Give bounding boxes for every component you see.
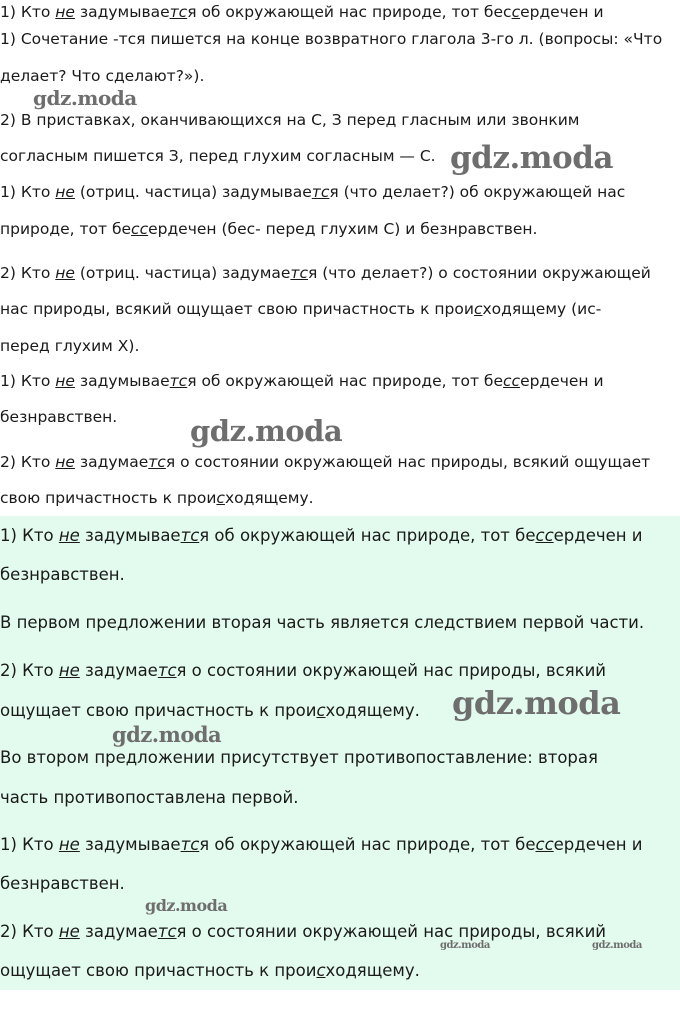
marked-spelling: не (58, 835, 80, 854)
watermark: gdz.moda (440, 940, 490, 951)
marked-spelling: тс (148, 453, 166, 471)
marked-spelling: с (511, 3, 521, 21)
marked-spelling: не (55, 264, 75, 282)
marked-spelling: не (58, 526, 80, 545)
rule-line: делает? Что сделают?»). (0, 67, 205, 85)
marked-spelling: сс (535, 835, 554, 854)
rule-line: согласным пишется З, перед глухим согласным — С. (0, 147, 436, 165)
marked-spelling: не (55, 3, 75, 21)
marked-spelling: сс (503, 372, 521, 390)
watermark: gdz.moda (592, 940, 642, 951)
text-line: свою причастность к происходящему. (0, 489, 314, 507)
marked-spelling: тс (157, 661, 177, 680)
marked-spelling: не (58, 922, 80, 941)
text-line: 2) Кто не задумается о состоянии окружающей нас природы, всякий ощущает (0, 453, 651, 471)
text-line: 2) Кто не (отриц. частица) задумается (что делает?) о состоянии окружающей (0, 264, 651, 282)
answer-line: безнравствен. (0, 874, 125, 893)
marked-spelling: тс (311, 183, 330, 201)
answer-line: ощущает свою причастность к происходящему. (0, 701, 420, 720)
answer-line: 1) Кто не задумывается об окружающей нас природе, тот бессердечен и (0, 526, 643, 545)
marked-spelling: с (316, 961, 326, 980)
text-line: природе, тот бессердечен (бес- перед глухим С) и безнравствен. (0, 220, 538, 238)
marked-spelling: не (55, 372, 75, 390)
answer-line: 1) Кто не задумывается об окружающей нас природе, тот бессердечен и (0, 835, 643, 854)
text-line-cropped: 1) Кто не задумывается об окружающей нас природе, тот бессердечен и (0, 3, 604, 21)
answer-line: 2) Кто не задумается о состоянии окружающей нас природы, всякий (0, 661, 607, 680)
marked-spelling: тс (157, 922, 177, 941)
watermark: gdz.moda (190, 414, 343, 448)
answer-line: ощущает свою причастность к происходящему. (0, 961, 420, 980)
watermark: gdz.moda (145, 896, 228, 915)
text-line: 1) Кто не (отриц. частица) задумывается (что делает?) об окружающей нас (0, 183, 626, 201)
watermark: gdz.moda (452, 684, 621, 722)
marked-spelling: не (55, 183, 75, 201)
watermark: gdz.moda (112, 722, 222, 747)
watermark: gdz.moda (33, 86, 137, 110)
text-line: перед глухим Х). (0, 337, 140, 355)
answer-line: 2) Кто не задумается о состоянии окружающей нас природы, всякий (0, 922, 607, 941)
marked-spelling: тс (180, 835, 200, 854)
marked-spelling: с (473, 300, 483, 318)
watermark: gdz.moda (450, 140, 613, 176)
marked-spelling: тс (290, 264, 308, 282)
marked-spelling: сс (535, 526, 554, 545)
marked-spelling: не (58, 661, 80, 680)
marked-spelling: с (216, 489, 225, 507)
marked-spelling: с (316, 701, 326, 720)
text-line: 1) Кто не задумывается об окружающей нас природе, тот бессердечен и (0, 372, 604, 390)
marked-spelling: сс (131, 220, 149, 238)
rule-line: 2) В приставках, оканчивающихся на С, З перед гласным или звонким (0, 111, 580, 129)
answer-line: Во втором предложении присутствует противопоставление: вторая (0, 748, 598, 767)
marked-spelling: не (55, 453, 75, 471)
text-line: нас природы, всякий ощущает свою причастность к происходящему (ис- (0, 300, 602, 318)
answer-line: безнравствен. (0, 565, 125, 584)
text-line: безнравствен. (0, 408, 118, 426)
marked-spelling: тс (169, 3, 188, 21)
marked-spelling: тс (169, 372, 188, 390)
rule-line: 1) Сочетание -тся пишется на конце возвратного глагола 3-го л. (вопросы: «Что (0, 30, 663, 48)
answer-line: часть противопоставлена первой. (0, 788, 299, 807)
marked-spelling: тс (180, 526, 200, 545)
answer-line: В первом предложении вторая часть является следствием первой части. (0, 613, 645, 632)
